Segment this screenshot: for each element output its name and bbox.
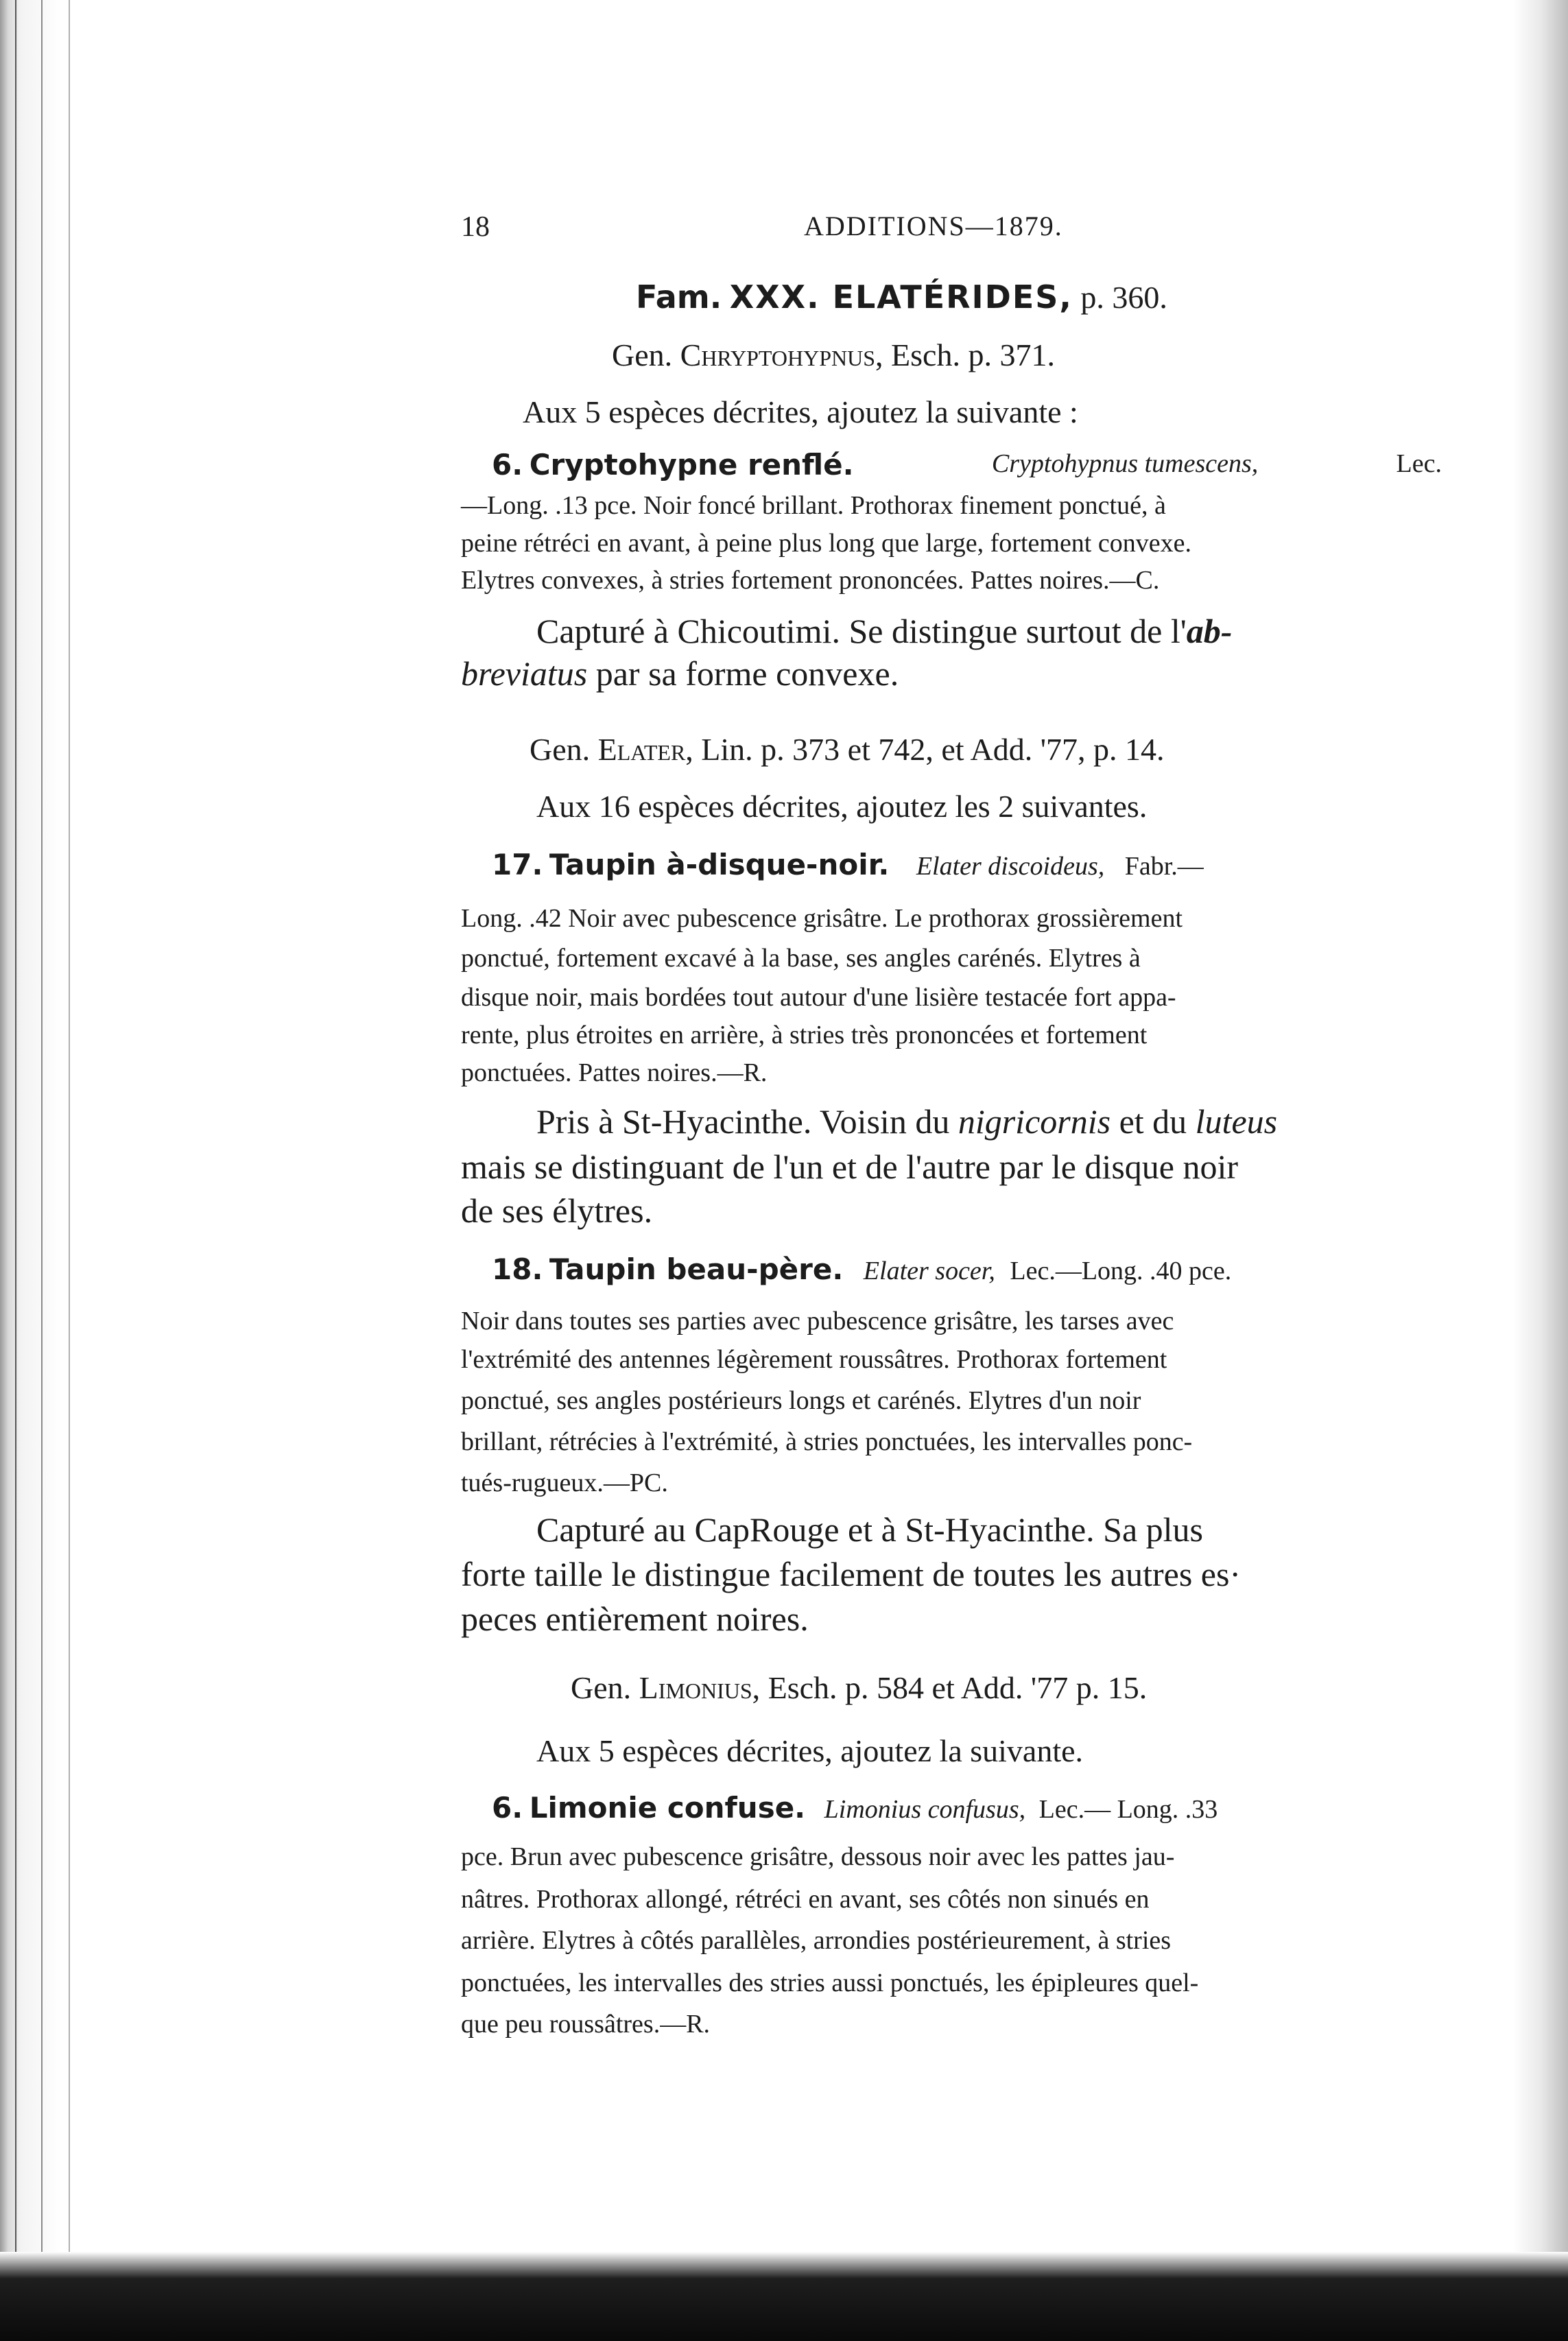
genus-name: Elater,: [597, 732, 693, 767]
description-line: Noir dans toutes ses parties avec pubescence grisâtre, les tarses avec: [461, 1307, 1174, 1335]
note-line: mais se distinguant de l'un et de l'autre par le disque noir: [461, 1148, 1239, 1186]
book-page: [461, 192, 1458, 2099]
description-line: ponctué, fortement excavé à la base, ses angles carénés. Elytres à: [461, 944, 1141, 973]
description-line: que peu roussâtres.—R.: [461, 2010, 711, 2039]
scan-page-edge-line: [15, 0, 16, 2341]
page-number: 18: [461, 211, 490, 243]
genus-heading: [571, 1672, 1147, 1704]
genus-ref: Esch. p. 584 et Add. '77 p. 15.: [768, 1670, 1148, 1705]
description-line: Long. .42 Noir avec pubescence grisâtre. Le prothorax grossièrement: [461, 904, 1183, 933]
note-text: et du: [1110, 1102, 1196, 1141]
family-name: XXX. ELATÉRIDES,: [729, 278, 1073, 316]
description-line: ponctué, ses angles postérieurs longs et carénés. Elytres d'un noir: [461, 1386, 1141, 1415]
note-italic: ab-: [1186, 612, 1233, 650]
genus-heading: [612, 337, 1055, 372]
species-name: Limonie confuse.: [529, 1791, 806, 1825]
species-author: Fabr.—: [1124, 852, 1204, 881]
species-latin-name: Limonius confusus,: [824, 1795, 1026, 1824]
note-line: Capturé au CapRouge et à St-Hyacinthe. Sa plus: [536, 1510, 1203, 1549]
description-line: nâtres. Prothorax allongé, rétréci en avant, ses côtés non sinués en: [461, 1885, 1150, 1914]
note-text: Pris à St-Hyacinthe. Voisin du: [536, 1102, 958, 1141]
description-line: arrière. Elytres à côtés parallèles, arrondies postérieurement, à stries: [461, 1926, 1172, 1955]
description-line: ponctuées, les intervalles des stries aussi ponctués, les épipleures quel-: [461, 1969, 1199, 1997]
species-author: Lec.—Long. .40 pce.: [1010, 1257, 1232, 1285]
note-line: de ses élytres.: [461, 1191, 653, 1230]
description-line: pce. Brun avec pubescence grisâtre, dessous noir avec les pattes jau-: [461, 1842, 1175, 1871]
genus-prefix: Gen.: [571, 1670, 632, 1705]
running-head: ADDITIONS—1879.: [804, 211, 1063, 241]
genus-prefix: Gen.: [530, 732, 591, 767]
genus-name: Chryptohypnus,: [680, 337, 883, 372]
species-number: 6.: [492, 448, 523, 482]
note-line: [536, 614, 1232, 648]
species-number: 6.: [492, 1791, 523, 1825]
genus-prefix: Gen.: [612, 337, 673, 372]
species-author: Lec.: [1396, 449, 1442, 478]
species-latin-name: Elater discoideus,: [916, 852, 1105, 881]
note-italic: nigricornis: [958, 1102, 1111, 1141]
scan-bottom-edge: [0, 2252, 1568, 2341]
description-line: disque noir, mais bordées tout autour d'une lisière testacée fort appa-: [461, 983, 1176, 1012]
note-line: [536, 1104, 1277, 1139]
note-line: peces entièrement noires.: [461, 1600, 809, 1638]
species-heading: [492, 1252, 1232, 1286]
note-italic: luteus: [1195, 1102, 1278, 1141]
species-latin-name: Cryptohypnus tumescens,: [991, 449, 1259, 478]
note-line: forte taille le distingue facilement de toutes les autres es·: [461, 1555, 1242, 1593]
note-text: par sa forme convexe.: [587, 654, 899, 693]
species-latin-name: Elater socer,: [863, 1257, 995, 1285]
description-line: tués-rugueux.—PC.: [461, 1469, 668, 1497]
species-heading: [492, 1791, 1218, 1825]
description-line: ponctuées. Pattes noires.—R.: [461, 1058, 768, 1087]
scan-page-edge-line: [41, 0, 43, 2341]
genus-heading: [530, 734, 1165, 765]
intro-text: Aux 16 espèces décrites, ajoutez les 2 suivantes.: [536, 789, 1148, 824]
family-ref: p. 360.: [1080, 280, 1167, 315]
genus-ref: Lin. p. 373 et 742, et Add. '77, p. 14.: [701, 732, 1165, 767]
species-name: Taupin beau-père.: [549, 1252, 844, 1286]
species-author: Lec.— Long. .33: [1038, 1795, 1218, 1824]
description-line: —Long. .13 pce. Noir foncé brillant. Prothorax finement ponctué, à: [461, 491, 1166, 520]
scan-right-edge: [1513, 0, 1568, 2341]
family-heading: [636, 278, 1167, 316]
scan-page-edge-line: [69, 0, 70, 2341]
description-line: brillant, rétrécies à l'extrémité, à stries ponctuées, les intervalles ponc-: [461, 1427, 1193, 1456]
description-line: rente, plus étroites en arrière, à stries très prononcées et fortement: [461, 1021, 1148, 1049]
description-line: l'extrémité des antennes légèrement roussâtres. Prothorax fortement: [461, 1345, 1167, 1374]
note-text: Capturé à Chicoutimi. Se distingue surtout de l': [536, 612, 1187, 650]
intro-text: Aux 5 espèces décrites, ajoutez la suivante.: [536, 1733, 1084, 1768]
family-prefix: Fam.: [636, 278, 722, 316]
description-line: peine rétréci en avant, à peine plus long que large, fortement convexe.: [461, 529, 1191, 558]
genus-name: Limonius,: [639, 1670, 761, 1705]
intro-text: Aux 5 espèces décrites, ajoutez la suivante :: [523, 394, 1078, 429]
description-line: Elytres convexes, à stries fortement prononcées. Pattes noires.—C.: [461, 566, 1160, 595]
species-heading: [492, 848, 1204, 881]
species-number: 18.: [492, 1252, 543, 1286]
species-number: 17.: [492, 848, 543, 881]
species-name: Cryptohypne renflé.: [529, 448, 854, 482]
genus-ref: Esch. p. 371.: [891, 337, 1055, 372]
note-italic: breviatus: [461, 654, 588, 693]
species-heading: [492, 448, 1442, 482]
page-header: [461, 213, 1458, 254]
species-name: Taupin à-disque-noir.: [549, 848, 890, 881]
note-line: [461, 656, 899, 691]
